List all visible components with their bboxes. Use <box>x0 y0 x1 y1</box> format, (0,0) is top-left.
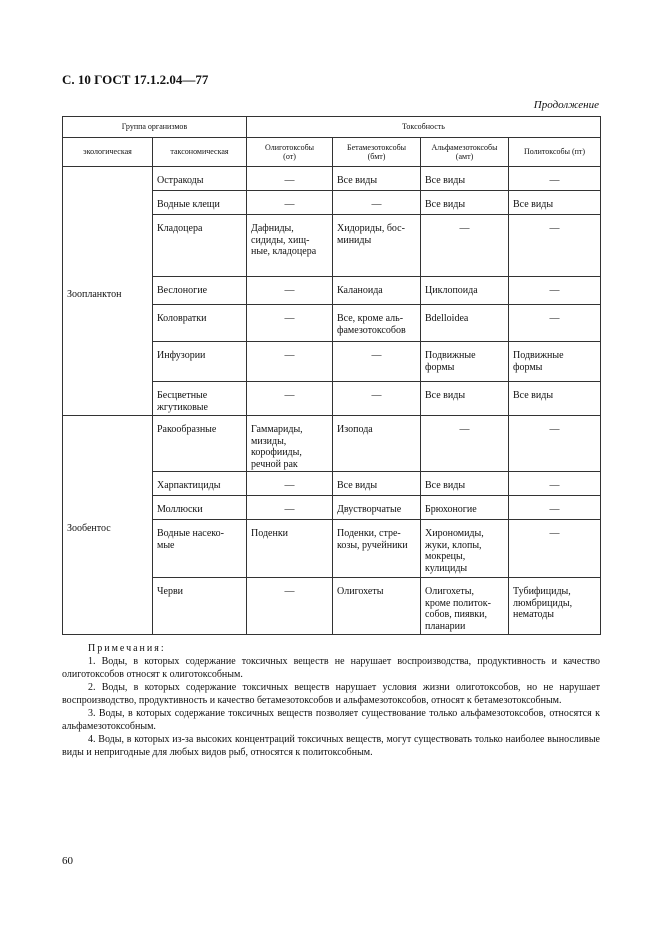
cell-oligo: — <box>247 191 333 215</box>
cell-alpha: Циклопоида <box>421 277 509 305</box>
cell-beta: — <box>333 191 421 215</box>
cell-poly: — <box>509 167 601 191</box>
cell-alpha: Брюхоногие <box>421 496 509 520</box>
cell-taxon: Коловратки <box>153 305 247 342</box>
cell-alpha: Все виды <box>421 191 509 215</box>
header-group: Группа организмов <box>63 117 247 138</box>
cell-oligo: — <box>247 277 333 305</box>
header-taxonomic: таксономическая <box>153 138 247 167</box>
header-ecological: экологическая <box>63 138 153 167</box>
cell-taxon: Водные клещи <box>153 191 247 215</box>
cell-beta: Поденки, стре- козы, ручейники <box>333 520 421 578</box>
cell-taxon: Инфузории <box>153 342 247 382</box>
page-header: С. 10 ГОСТ 17.1.2.04—77 <box>62 72 209 87</box>
cell-beta: Олигохеты <box>333 578 421 635</box>
cell-beta: Все, кроме аль- фамезотоксобов <box>333 305 421 342</box>
note-item: 4. Воды, в которых из-за высоких концентраций токсичных веществ, могут существовать только наиболее выносливые виды и непригодные для любых видов рыб, относятся к политоксобным. <box>62 734 600 758</box>
cell-poly: — <box>509 277 601 305</box>
cell-poly: — <box>509 520 601 578</box>
cell-taxon: Водные насеко- мые <box>153 520 247 578</box>
cell-beta: — <box>333 342 421 382</box>
header-beta: Бетамезотоксобы (бмт) <box>333 138 421 167</box>
cell-poly: — <box>509 496 601 520</box>
cell-taxon: Харпактициды <box>153 472 247 496</box>
header-alpha: Альфамезотоксобы (амт) <box>421 138 509 167</box>
cell-oligo: — <box>247 382 333 416</box>
cell-beta: Все виды <box>333 167 421 191</box>
cell-oligo: — <box>247 472 333 496</box>
header-toxicity: Токсобность <box>247 117 601 138</box>
cell-taxon: Веслоногие <box>153 277 247 305</box>
notes-title: Примечания: <box>88 643 166 654</box>
cell-oligo: Поденки <box>247 520 333 578</box>
continuation-label: Продолжение <box>533 99 599 111</box>
cell-poly: — <box>509 305 601 342</box>
cell-poly: Все виды <box>509 191 601 215</box>
cell-taxon: Ракообразные <box>153 416 247 472</box>
cell-alpha: Подвижные формы <box>421 342 509 382</box>
cell-taxon: Остракоды <box>153 167 247 191</box>
note-item: 1. Воды, в которых содержание токсичных веществ не нарушает воспроизводства, продуктивность и качество олиготоксобов относят к олиготоксобным. <box>62 656 600 680</box>
table-row <box>63 416 601 472</box>
table-row <box>63 167 601 191</box>
notes <box>62 642 600 759</box>
ecological-group-cell: Зообентос <box>63 416 153 635</box>
cell-oligo: Дафниды, сидиды, хищ- ные, кладоцера <box>247 215 333 277</box>
header-oligo: Олиготоксобы (от) <box>247 138 333 167</box>
cell-beta: Изопода <box>333 416 421 472</box>
cell-oligo: — <box>247 342 333 382</box>
cell-poly: — <box>509 215 601 277</box>
cell-alpha: — <box>421 416 509 472</box>
cell-beta: — <box>333 382 421 416</box>
header-poly: Политоксобы (пт) <box>509 138 601 167</box>
cell-alpha: — <box>421 215 509 277</box>
cell-oligo: — <box>247 167 333 191</box>
cell-alpha: Хирономиды, жуки, клопы, мокрецы, кулициды <box>421 520 509 578</box>
cell-poly: — <box>509 472 601 496</box>
cell-alpha: Олигохеты, кроме политок- собов, пиявки, планарии <box>421 578 509 635</box>
cell-poly: Тубифициды, люмбрициды, нематоды <box>509 578 601 635</box>
cell-poly: — <box>509 416 601 472</box>
cell-taxon: Моллюски <box>153 496 247 520</box>
toxicity-table <box>62 116 601 635</box>
cell-alpha: Все виды <box>421 167 509 191</box>
cell-alpha: Все виды <box>421 382 509 416</box>
cell-oligo: Гаммариды, мизиды, корофииды, речной рак <box>247 416 333 472</box>
cell-oligo: — <box>247 305 333 342</box>
cell-beta: Каланоида <box>333 277 421 305</box>
cell-alpha: Все виды <box>421 472 509 496</box>
cell-beta: Двустворчатые <box>333 496 421 520</box>
cell-oligo: — <box>247 496 333 520</box>
cell-alpha: Bdelloidea <box>421 305 509 342</box>
cell-beta: Все виды <box>333 472 421 496</box>
cell-beta: Хидориды, бос- миниды <box>333 215 421 277</box>
ecological-group-cell: Зоопланктон <box>63 167 153 416</box>
cell-poly: Подвижные формы <box>509 342 601 382</box>
cell-taxon: Бесцветные жгутиковые <box>153 382 247 416</box>
cell-taxon: Черви <box>153 578 247 635</box>
cell-oligo: — <box>247 578 333 635</box>
cell-taxon: Кладоцера <box>153 215 247 277</box>
note-item: 2. Воды, в которых содержание токсичных веществ нарушает условия жизни олиготоксобов, но не нарушает воспроизводство, продуктивность и качество бетамезотоксобов и альфамезотоксобов, относят к бетамезотоксобным. <box>62 682 600 706</box>
page-number: 60 <box>62 855 73 867</box>
note-item: 3. Воды, в которых содержание токсичных веществ позволяет существование только альфамезотоксобов, относятся к альфамезотоксобным. <box>62 708 600 732</box>
cell-poly: Все виды <box>509 382 601 416</box>
